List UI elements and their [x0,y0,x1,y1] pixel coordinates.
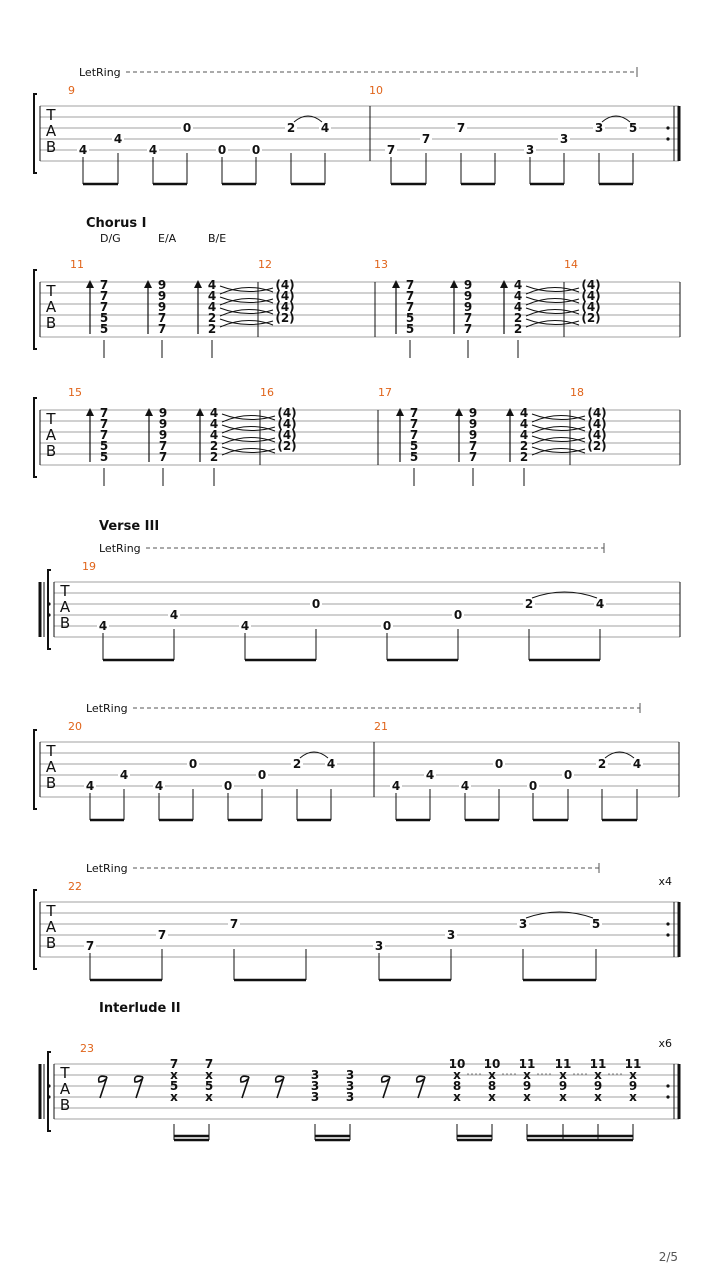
fret-number: 7 [229,917,239,931]
fret-number: 7 [99,300,109,314]
fret-number: 7 [99,278,109,292]
fret-number: (4) [587,428,607,442]
system-bracket [48,570,51,649]
tab-letter: A [59,598,71,616]
fret-number: 9 [463,278,473,292]
tab-system [34,386,680,486]
section-title: Verse III [99,519,160,534]
measure-number: 18 [570,386,584,399]
fret-number: 5 [204,1079,214,1093]
fret-number: 9 [157,289,167,303]
fret-number: 4 [519,417,529,431]
fret-number: 9 [593,1079,603,1093]
fret-number: 7 [157,928,167,942]
measure-number: 16 [260,386,274,399]
fret-number: 7 [468,439,478,453]
page-number: 2/5 [658,1250,678,1264]
fret-number: 5 [99,322,109,336]
system-bracket [34,730,37,809]
fret-number: 7 [468,450,478,464]
fret-number: 3 [374,939,384,953]
fret-number: 7 [409,428,419,442]
fret-number: x [170,1068,178,1082]
measure-number: 14 [564,258,578,271]
fret-number: 3 [345,1068,355,1082]
fret-number: (4) [277,428,297,442]
strum-arrow-head [86,280,94,288]
fret-number: 5 [99,311,109,325]
measure-number: 12 [258,258,272,271]
system-bracket [34,890,37,969]
fret-number: 4 [169,608,179,622]
measure-number: 23 [80,1042,94,1055]
fret-number: 11 [554,1057,572,1071]
fret-number: 7 [409,417,419,431]
eighth-rest [99,1076,107,1098]
fret-number: 3 [310,1068,320,1082]
strum-arrow-head [194,280,202,288]
fret-number: x [559,1090,567,1104]
fret-number: 10 [483,1057,501,1071]
let-ring-label: LetRing [79,66,121,79]
measure-number: 10 [369,84,383,97]
fret-number: 5 [409,439,419,453]
fret-number: 3 [446,928,456,942]
tab-system [34,216,680,358]
system-bracket [34,270,37,349]
fret-number: 4 [519,428,529,442]
fret-number: 3 [345,1079,355,1093]
fret-number: 4 [209,417,219,431]
tab-letter: B [59,614,71,632]
fret-number: 11 [518,1057,536,1071]
fret-number: 9 [468,406,478,420]
repeat-dot [47,1084,50,1087]
fret-number: 7 [386,143,396,157]
fret-number: (4) [587,406,607,420]
repeat-dot [47,613,50,616]
fret-number: 5 [628,121,638,135]
system-bracket [34,398,37,477]
fret-number: 7 [99,406,109,420]
fret-number: 7 [157,311,167,325]
fret-number: 4 [209,406,219,420]
fret-number: 7 [204,1057,214,1071]
tab-letter: A [45,918,57,936]
fret-number: 7 [99,289,109,303]
tab-letter: B [45,774,57,792]
tab-letter: B [45,442,57,460]
fret-number: 2 [207,311,217,325]
fret-number: 2 [519,439,529,453]
fret-number: 4 [85,779,95,793]
section-title: Chorus I [86,216,147,231]
fret-number: 9 [522,1079,532,1093]
fret-number: 4 [154,779,164,793]
repeat-dot [666,137,669,140]
tab-letter: A [45,298,57,316]
fret-number: 0 [563,768,573,782]
repeat-dot [666,1084,669,1087]
fret-number: 2 [209,450,219,464]
fret-number: 0 [494,757,504,771]
strum-arrow-head [392,280,400,288]
fret-number: 2 [513,322,523,336]
strum-arrow-head [144,280,152,288]
fret-number: (2) [587,439,607,453]
tab-letter: T [46,410,56,428]
fret-number: 5 [169,1079,179,1093]
tab-letter: B [45,934,57,952]
fret-number: 9 [157,300,167,314]
fret-number: (4) [587,417,607,431]
fret-number: x [453,1090,461,1104]
fret-number: 7 [169,1057,179,1071]
fret-number: 7 [463,322,473,336]
repeat-dot [666,126,669,129]
fret-number: 9 [628,1079,638,1093]
fret-number: 2 [286,121,296,135]
fret-number: 4 [425,768,435,782]
repeat-dot [47,1095,50,1098]
tab-letter: T [60,1064,70,1082]
fret-number: 4 [595,597,605,611]
fret-number: 7 [405,300,415,314]
fret-number: 2 [209,439,219,453]
fret-number: 2 [207,322,217,336]
fret-number: (4) [275,278,295,292]
fret-number: 5 [591,917,601,931]
fret-number: (4) [581,278,601,292]
fret-number: x [559,1068,567,1082]
fret-number: x [629,1068,637,1082]
let-ring-label: LetRing [86,702,128,715]
fret-number: 0 [311,597,321,611]
eighth-rest [241,1076,249,1098]
fret-number: (4) [581,289,601,303]
fret-number: 3 [518,917,528,931]
fret-number: 7 [421,132,431,146]
fret-number: 2 [597,757,607,771]
fret-number: 8 [487,1079,497,1093]
strum-arrow-head [196,408,204,416]
fret-number: (4) [277,406,297,420]
chord-name: D/G [100,232,121,245]
fret-number: 2 [524,597,534,611]
fret-number: 7 [158,450,168,464]
tab-system [34,862,679,980]
fret-number: 4 [209,428,219,442]
fret-number: 4 [513,289,523,303]
strum-arrow-head [450,280,458,288]
fret-number: 9 [463,300,473,314]
fret-number: 11 [624,1057,642,1071]
repeat-dot [47,602,50,605]
strum-arrow-head [455,408,463,416]
strum-arrow-head [506,408,514,416]
measure-number: 11 [70,258,84,271]
fret-number: 0 [453,608,463,622]
fret-number: x [488,1068,496,1082]
fret-number: (2) [275,311,295,325]
fret-number: 4 [513,300,523,314]
repeat-count: x4 [658,875,672,888]
fret-number: 0 [257,768,267,782]
fret-number: x [453,1068,461,1082]
fret-number: 0 [182,121,192,135]
measure-number: 19 [82,560,96,573]
fret-number: x [629,1090,637,1104]
fret-number: 3 [559,132,569,146]
fret-number: 3 [594,121,604,135]
tab-letter: T [46,742,56,760]
fret-number: 3 [345,1090,355,1104]
fret-number: 9 [157,278,167,292]
eighth-rest [417,1076,425,1098]
fret-number: 9 [558,1079,568,1093]
fret-number: 4 [207,289,217,303]
fret-number: 7 [158,439,168,453]
fret-number: 7 [405,278,415,292]
chord-name: E/A [158,232,177,245]
tab-letter: A [45,122,57,140]
tab-letter: T [46,282,56,300]
fret-number: 10 [448,1057,466,1071]
fret-number: 4 [119,768,129,782]
fret-number: 5 [405,322,415,336]
repeat-dot [666,922,669,925]
let-ring-label: LetRing [86,862,128,875]
fret-number: (4) [275,300,295,314]
fret-number: 0 [251,143,261,157]
measure-number: 17 [378,386,392,399]
fret-number: 4 [513,278,523,292]
fret-number: 7 [409,406,419,420]
fret-number: 3 [310,1090,320,1104]
fret-number: 7 [463,311,473,325]
repeat-dot [666,933,669,936]
fret-number: x [594,1090,602,1104]
fret-number: 4 [326,757,336,771]
tab-letter: A [45,426,57,444]
fret-number: 7 [405,289,415,303]
eighth-rest [135,1076,143,1098]
fret-number: 2 [513,311,523,325]
fret-number: x [205,1090,213,1104]
fret-number: 4 [207,300,217,314]
fret-number: 7 [456,121,466,135]
measure-number: 13 [374,258,388,271]
fret-number: 9 [463,289,473,303]
eighth-rest [382,1076,390,1098]
fret-number: 4 [78,143,88,157]
fret-number: x [205,1068,213,1082]
fret-number: 7 [85,939,95,953]
fret-number: (4) [277,417,297,431]
fret-number: 0 [528,779,538,793]
fret-number: x [594,1068,602,1082]
system-bracket [34,94,37,173]
fret-number: 4 [240,619,250,633]
strum-arrow-head [145,408,153,416]
fret-number: x [523,1090,531,1104]
fret-number: 0 [217,143,227,157]
fret-number: 5 [99,450,109,464]
fret-number: 9 [468,417,478,431]
tab-letter: B [45,314,57,332]
tab-letter: T [46,902,56,920]
eighth-rest [276,1076,284,1098]
fret-number: 2 [519,450,529,464]
fret-number: 4 [460,779,470,793]
fret-number: 4 [148,143,158,157]
fret-number: 9 [158,428,168,442]
tab-system [34,702,679,820]
tab-letter: A [45,758,57,776]
fret-number: 7 [157,322,167,336]
fret-number: 11 [589,1057,607,1071]
strum-arrow-head [86,408,94,416]
fret-number: 4 [391,779,401,793]
fret-number: 9 [468,428,478,442]
measure-number: 9 [68,84,75,97]
fret-number: 8 [452,1079,462,1093]
measure-number: 20 [68,720,82,733]
tab-letter: T [46,106,56,124]
tab-system [40,1001,679,1140]
strum-arrow-head [396,408,404,416]
repeat-dot [666,1095,669,1098]
fret-number: 4 [320,121,330,135]
fret-number: 3 [310,1079,320,1093]
repeat-count: x6 [658,1037,672,1050]
fret-number: 0 [382,619,392,633]
fret-number: 4 [113,132,123,146]
fret-number: 5 [405,311,415,325]
measure-number: 22 [68,880,82,893]
fret-number: x [488,1090,496,1104]
measure-number: 15 [68,386,82,399]
fret-number: 0 [223,779,233,793]
let-ring-label: LetRing [99,542,141,555]
fret-number: 7 [99,428,109,442]
fret-number: 7 [99,417,109,431]
fret-number: 5 [409,450,419,464]
fret-number: x [170,1090,178,1104]
fret-number: 5 [99,439,109,453]
fret-number: x [523,1068,531,1082]
fret-number: (2) [277,439,297,453]
tab-system [40,519,680,660]
fret-number: 4 [207,278,217,292]
fret-number: 3 [525,143,535,157]
fret-number: 4 [632,757,642,771]
system-bracket [48,1052,51,1131]
tab-letter: B [45,138,57,156]
fret-number: 4 [98,619,108,633]
measure-number: 21 [374,720,388,733]
fret-number: 0 [188,757,198,771]
strum-arrow-head [500,280,508,288]
fret-number: 9 [158,406,168,420]
fret-number: 2 [292,757,302,771]
tab-letter: A [59,1080,71,1098]
tab-system [34,66,679,184]
section-title: Interlude II [99,1001,181,1016]
tab-letter: B [59,1096,71,1114]
fret-number: (2) [581,311,601,325]
fret-number: 4 [519,406,529,420]
fret-number: (4) [275,289,295,303]
tab-letter: T [60,582,70,600]
fret-number: 9 [158,417,168,431]
fret-number: (4) [581,300,601,314]
chord-name: B/E [208,232,227,245]
